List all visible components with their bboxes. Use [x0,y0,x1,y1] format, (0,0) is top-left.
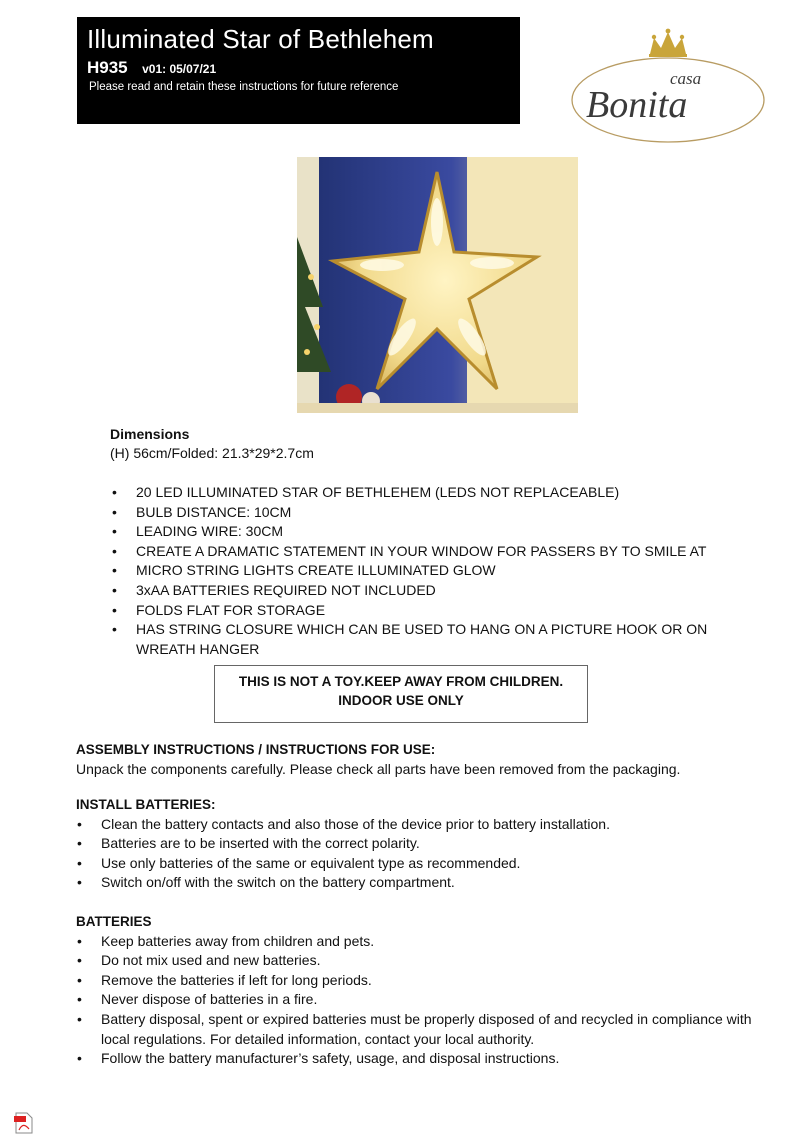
list-item: • Use only batteries of the same or equivalent type as recommended. [76,854,756,874]
batteries-section [76,912,756,1069]
header-banner [77,17,520,124]
list-item: • Switch on/off with the switch on the battery compartment. [76,873,756,893]
product-photo [297,157,578,413]
dimensions-heading: Dimensions [110,426,190,442]
install-batteries-section [76,795,756,893]
assembly-section [76,740,756,779]
warning-line-2: INDOOR USE ONLY [338,693,464,708]
list-item: • FOLDS FLAT FOR STORAGE [110,601,740,621]
list-item: • Remove the batteries if left for long periods. [76,971,756,991]
install-batteries-heading: INSTALL BATTERIES: [76,797,216,812]
assembly-text: Unpack the components carefully. Please check all parts have been removed from the packaging. [76,760,681,777]
list-item: • MICRO STRING LIGHTS CREATE ILLUMINATED GLOW [110,561,740,581]
product-code: H935 [87,58,128,77]
list-item: • Battery disposal, spent or expired batteries must be properly disposed of and recycled in compliance with local regulations. For detailed information, contact your local authority. [76,1010,756,1049]
batteries-heading: BATTERIES [76,914,152,929]
list-item: • HAS STRING CLOSURE WHICH CAN BE USED TO HANG ON A PICTURE HOOK OR ON WREATH HANGER [110,620,740,659]
svg-text:casa: casa [670,69,702,88]
list-item: • Never dispose of batteries in a fire. [76,990,756,1010]
list-item: • BULB DISTANCE: 10CM [110,503,740,523]
list-item: • 20 LED ILLUMINATED STAR OF BETHLEHEM (LEDS NOT REPLACEABLE) [110,483,740,503]
safety-warning-box [214,665,588,723]
list-item: • CREATE A DRAMATIC STATEMENT IN YOUR WINDOW FOR PASSERS BY TO SMILE AT [110,542,740,562]
feature-list [110,483,740,659]
casa-bonita-logo [568,22,768,144]
dimensions-value: (H) 56cm/Folded: 21.3*29*2.7cm [110,445,314,461]
version-label: v01: 05/07/21 [142,62,217,76]
assembly-heading: ASSEMBLY INSTRUCTIONS / INSTRUCTIONS FOR USE: [76,742,436,757]
dimensions-block [110,425,314,463]
list-item: • Keep batteries away from children and pets. [76,932,756,952]
warning-line-1: THIS IS NOT A TOY.KEEP AWAY FROM CHILDREN. [238,674,564,689]
document-title: Illuminated Star of Bethlehem [87,24,434,54]
list-item: • Follow the battery manufacturer’s safety, usage, and disposal instructions. [76,1049,756,1069]
svg-text:Bonita: Bonita [586,84,688,126]
pdf-icon [14,1112,34,1134]
reference-note: Please read and retain these instructions for future reference [89,81,399,93]
crown-icon [649,29,687,57]
list-item: • 3xAA BATTERIES REQUIRED NOT INCLUDED [110,581,740,601]
list-item: • Batteries are to be inserted with the correct polarity. [76,834,756,854]
list-item: • Do not mix used and new batteries. [76,951,756,971]
list-item: • Clean the battery contacts and also those of the device prior to battery installation. [76,815,756,835]
list-item: • LEADING WIRE: 30CM [110,522,740,542]
